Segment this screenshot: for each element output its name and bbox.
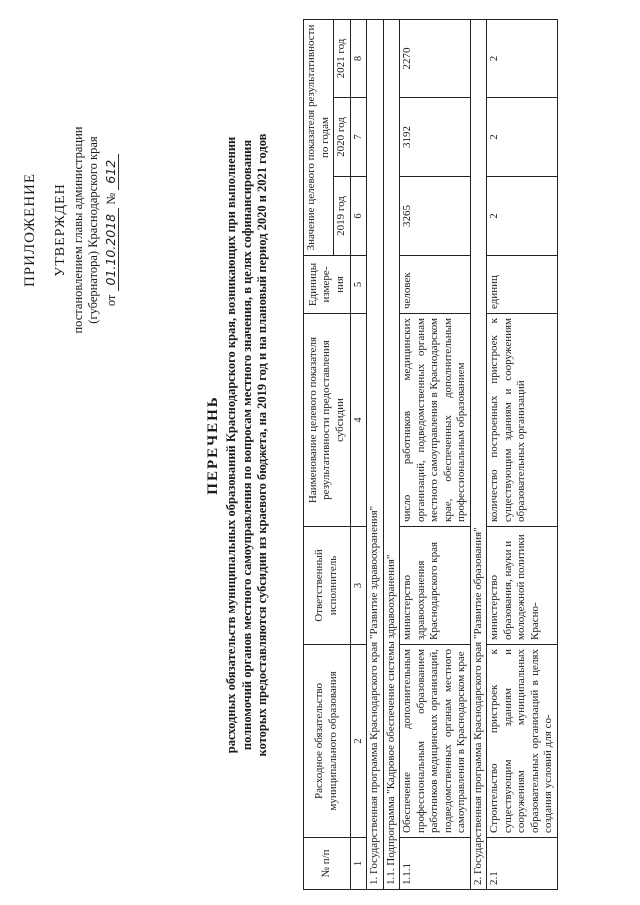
row-executor: министерство здравоохранения Краснодарского края [400, 527, 471, 645]
appendix-title: ПРИЛОЖЕНИЕ [22, 172, 38, 288]
approval-date-line [103, 75, 119, 385]
row-executor: министерство образования, науки и молодежной политики Красно- [487, 527, 558, 645]
number-prefix: № [104, 192, 118, 205]
header-obligation: Расходное обязательство муниципального образования [304, 645, 351, 838]
section-row-1 [367, 20, 384, 890]
header-year-2021: 2021 год [334, 20, 351, 98]
row-obligation: Обеспечение дополнительным профессиональным образованием работников медицинских организаций, подведомственных органам местного самоуправления в Краснодарском крае [400, 645, 471, 838]
obligations-table [303, 19, 558, 890]
header-year-2020: 2020 год [334, 98, 351, 177]
column-number: 7 [350, 98, 367, 177]
header-indicator: Наименование целевого показателя результативности предоставления субсидии [304, 314, 351, 527]
approval-line-1: постановлением главы администрации [71, 126, 85, 334]
row-num: 1.1.1 [400, 838, 471, 890]
table-header-row [304, 20, 334, 890]
approved-label: УТВЕРЖДЕН [53, 183, 68, 277]
section-heading: 2. Государственная программа Краснодарского края "Развитие образования" [470, 20, 487, 890]
table-row [400, 20, 471, 890]
section-heading: 1. Государственная программа Краснодарского края "Развитие здравоохранения" [367, 20, 384, 890]
column-number: 1 [350, 838, 367, 890]
column-number: 5 [350, 256, 367, 314]
approval-line-2: (губернатора) Краснодарского края [86, 136, 100, 324]
header-values-group: Значение целевого показателя результативности по годам [304, 20, 334, 256]
column-number: 6 [350, 177, 367, 256]
header-year-2019: 2019 год [334, 177, 351, 256]
row-num: 2.1 [487, 838, 558, 890]
subtitle-line-2: полномочий органов местного самоуправления по вопросам местного значения, в целях софинансирования [239, 139, 254, 751]
handwritten-number: 612 [103, 154, 119, 190]
table-row [487, 20, 558, 890]
row-unit: единиц [487, 256, 558, 314]
row-value-2021: 2270 [400, 20, 471, 98]
handwritten-date: 01.10.2018 [103, 208, 119, 292]
subprogram-heading: 1.1. Подпрограмма "Кадровое обеспечение системы здравоохранения" [383, 20, 400, 890]
row-indicator: количество построенных пристроек к существующим зданиям и сооружениям образовательных организаций [487, 314, 558, 527]
document-title: ПЕРЕЧЕНЬ [205, 395, 221, 495]
row-value-2020: 3192 [400, 98, 471, 177]
document-subtitle [224, 65, 271, 825]
header-unit: Единицы измере- ния [304, 256, 351, 314]
row-indicator: число работников медицинских организаций, подведомственных органам местного самоуправления в Краснодарском крае, обеспеченных дополнительным профессиональным образованием [400, 314, 471, 527]
row-value-2019: 2 [487, 177, 558, 256]
column-number: 8 [350, 20, 367, 98]
column-numbers-row [350, 20, 367, 890]
column-number: 2 [350, 645, 367, 838]
date-prefix: от [104, 294, 118, 307]
column-number: 3 [350, 527, 367, 645]
header-num: № п/п [304, 838, 351, 890]
subtitle-line-3: которых предоставляются субсидии из краевого бюджета, на 2019 год и на плановый период 2020 и 2021 годов [255, 133, 269, 757]
row-value-2020: 2 [487, 98, 558, 177]
column-number: 4 [350, 314, 367, 527]
subprogram-row-1 [383, 20, 400, 890]
row-value-2019: 3265 [400, 177, 471, 256]
row-unit: человек [400, 256, 471, 314]
appendix-header [22, 75, 119, 385]
subtitle-line-1: расходных обязательств муниципальных образований Краснодарского края, возникающих при выполнении [224, 136, 238, 754]
header-executor: Ответственный исполнитель [304, 527, 351, 645]
row-value-2021: 2 [487, 20, 558, 98]
row-obligation: Строительство пристроек к существующим зданиям и сооружениям муниципальных образовательных организаций в целях создания условий для со- [487, 645, 558, 838]
section-row-2 [470, 20, 487, 890]
